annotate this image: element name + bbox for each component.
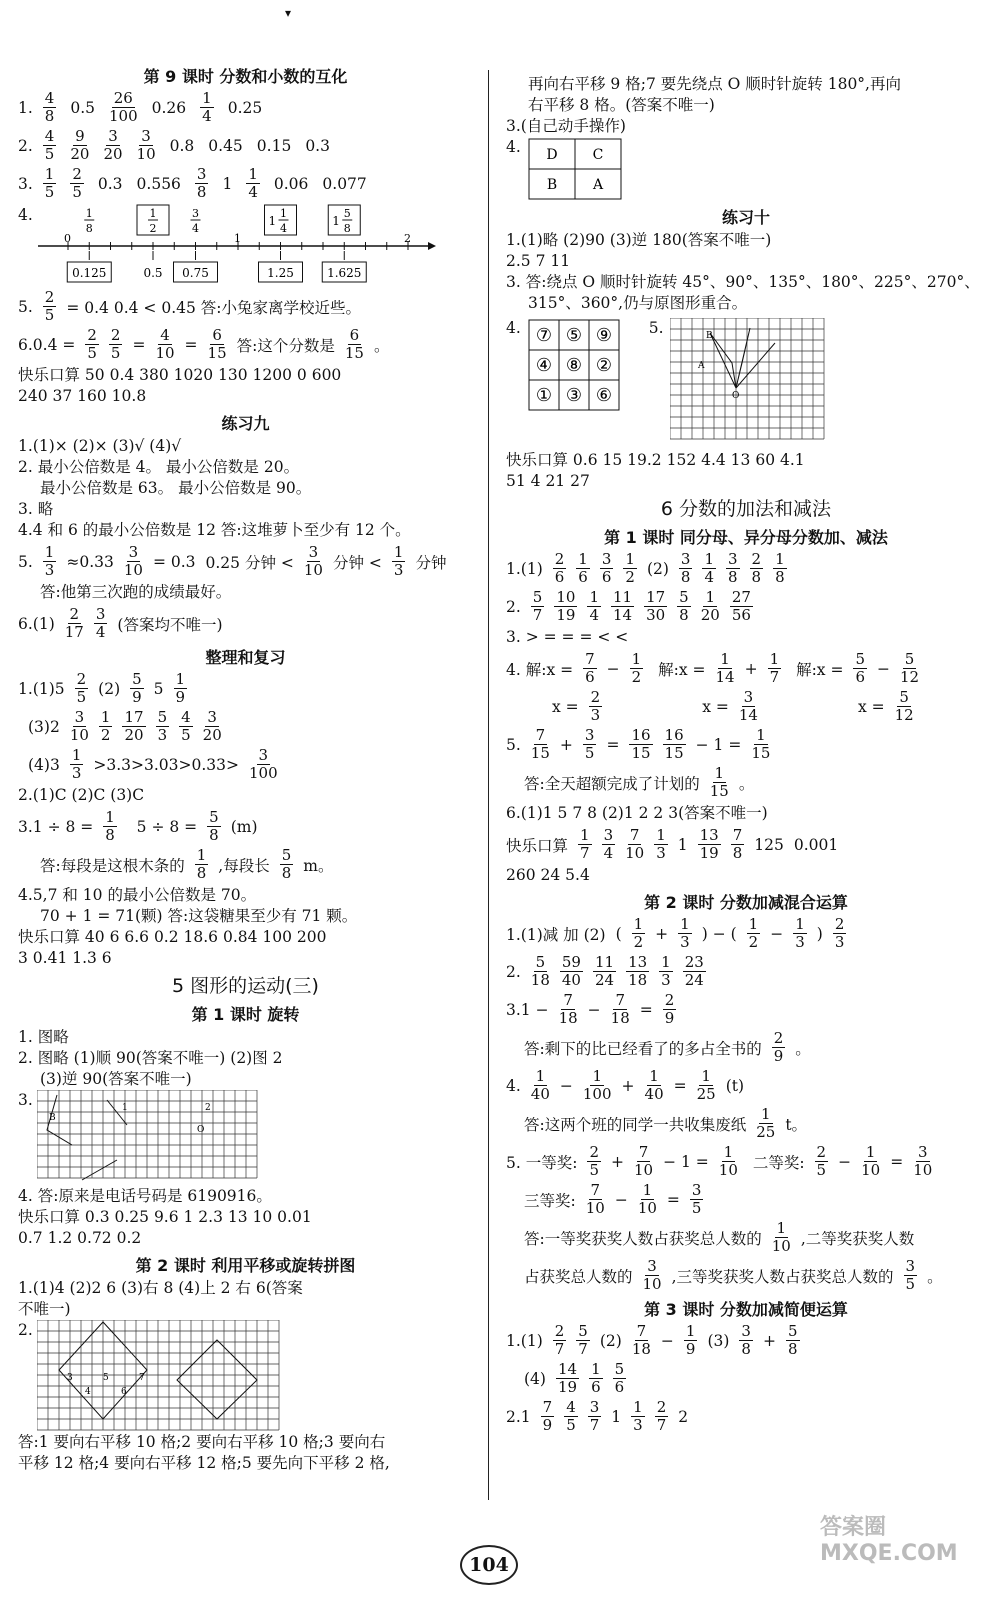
svg-text:4: 4 <box>280 222 287 235</box>
heading-c5-2: 第 2 课时 利用平移或旋转拼图 <box>135 1256 356 1275</box>
svg-text:A: A <box>697 361 705 371</box>
ex10-2: 2.5 7 11 <box>506 252 571 270</box>
svg-text:③: ③ <box>565 385 582 406</box>
rv-3-ans: 答:每段是这根木条的 $\frac{1}{8}$ ,每段长 $\frac{5}{8}$ m。 <box>40 846 334 882</box>
svg-text:3: 3 <box>192 207 199 220</box>
svg-text:B: B <box>705 331 713 341</box>
heading-review: 整理和复习 <box>205 648 286 667</box>
svg-text:7: 7 <box>138 1373 145 1383</box>
ex9-2b: 最小公倍数是 63。 最小公倍数是 90。 <box>40 479 312 497</box>
c61-3: 3. > = = = < < <box>506 628 629 646</box>
svg-text:1: 1 <box>332 214 340 228</box>
number-line-figure: 4. 0 1 2 1 8 1 2 3 4 1 1 4 1 5 8 0.125 0.5 0.75 1.25 1.625 <box>18 204 473 286</box>
c62-3: 3.1 − $\frac{7}{18}$ − $\frac{7}{18}$ = $\frac{2}{9}$ <box>506 991 675 1027</box>
ex9-4: 4.4 和 6 的最小公倍数是 12 答:这堆萝卜至少有 12 个。 <box>18 521 411 539</box>
top-fraction-label <box>265 205 297 235</box>
r-3: 3.(自己动手操作) <box>506 117 626 135</box>
svg-text:B: B <box>546 177 557 193</box>
rv-2: 2.(1)C (2)C (3)C <box>18 786 145 804</box>
svg-text:8: 8 <box>85 222 93 235</box>
c61-6: 6.(1)1 5 7 8 (2)1 2 2 3(答案不唯一) <box>506 804 768 822</box>
c5-3-figure: 3. B 1 O 2 <box>18 1090 473 1186</box>
svg-text:⑥: ⑥ <box>595 385 612 406</box>
watermark-logo: 答案圈 MXQE.COM <box>820 1515 958 1566</box>
c61-4a: 4. 解:x = $\frac{7}{6}$ − $\frac{1}{2}$ 解:x = $\frac{1}{14}$ + $\frac{1}{7}$ 解:x = $\frac{5}{6}$ − $\frac{5}{12}$ <box>506 650 920 686</box>
svg-text:2: 2 <box>149 222 157 235</box>
kuaile-3a: 快乐口算 0.3 0.25 9.6 1 2.3 13 10 0.01 <box>18 1208 312 1226</box>
kuaile-2a: 快乐口算 40 6 6.6 0.2 18.6 0.84 100 200 <box>18 928 327 946</box>
r-top-b: 右平移 8 格。(答案不唯一) <box>528 96 715 114</box>
tick-label: 2 <box>404 232 411 245</box>
kuaile-5b: 260 24 5.4 <box>506 866 590 884</box>
top-fraction-label <box>84 207 94 235</box>
c62-5-ans-1: 答:一等奖获奖人数占获奖总人数的 $\frac{1}{10}$ ,二等奖获奖人数 <box>524 1219 915 1255</box>
bottom-decimal-label <box>143 251 162 280</box>
svg-text:⑤: ⑤ <box>565 325 582 346</box>
svg-text:3: 3 <box>66 1373 73 1383</box>
dcba-grid <box>527 137 627 201</box>
svg-text:2: 2 <box>204 1103 211 1113</box>
ex10-1: 1.(1)略 (2)90 (3)逆 180(答案不唯一) <box>506 231 772 249</box>
rv-1-4: (4)3 $\frac{1}{3}$ >3.3>3.03>0.33> $\frac{3}{100}$ <box>28 746 278 782</box>
svg-text:D: D <box>546 147 558 163</box>
l9-q5: 5. $\frac{2}{5}$ = 0.4 0.4 < 0.45 答:小兔家离学校近些。 <box>18 288 361 324</box>
c62-3-ans: 答:剩下的比已经看了的多占全书的 $\frac{2}{9}$ 。 <box>524 1029 811 1065</box>
c52-ans-b: 平移 12 格;4 要向右平移 12 格;5 要先向下平移 2 格, <box>18 1454 390 1472</box>
bottom-decimal-label <box>322 251 366 282</box>
svg-text:4: 4 <box>192 222 199 235</box>
svg-text:0.75: 0.75 <box>182 266 209 280</box>
c63-2: 2.1 $\frac{7}{9}$ $\frac{4}{5}$ $\frac{3}{7}$ 1 $\frac{1}{3}$ $\frac{2}{7}$ 2 <box>506 1398 689 1434</box>
heading-lesson9: 第 9 课时 分数和小数的互化 <box>143 67 348 86</box>
page-number: 104 <box>460 1545 518 1585</box>
c61-4b: x = $\frac{2}{3}$ x = $\frac{3}{14}$ x = $\frac{5}{12}$ <box>552 688 914 724</box>
c63-1: 1.(1) $\frac{2}{7}$ $\frac{5}{7}$ (2) $\frac{7}{18}$ − $\frac{1}{9}$ (3) $\frac{3}{8}$ + $\frac{5}{8}$ <box>506 1322 798 1358</box>
rotation-figure-grid <box>670 318 830 446</box>
svg-text:⑦: ⑦ <box>535 325 552 346</box>
l9-q2: 2. $\frac{4}{5}$ $\frac{9}{20}$ $\frac{3}{20}$ $\frac{3}{10}$ 0.8 0.45 0.15 0.3 <box>18 127 330 163</box>
bottom-decimal-label <box>67 251 111 282</box>
right-column <box>506 60 986 1437</box>
kuaile-4a: 快乐口算 0.6 15 19.2 152 4.4 13 60 4.1 <box>506 451 805 469</box>
c5-2b: (3)逆 90(答案不唯一) <box>40 1070 192 1088</box>
svg-text:4: 4 <box>84 1387 91 1397</box>
c62-4: 4. $\frac{1}{40}$ − $\frac{1}{100}$ + $\frac{1}{40}$ = $\frac{1}{25}$ (t) <box>506 1067 745 1103</box>
kuaile-4b: 51 4 21 27 <box>506 472 590 490</box>
svg-text:1: 1 <box>280 207 287 220</box>
puzzle-grid <box>37 1320 287 1432</box>
svg-text:1: 1 <box>268 214 277 228</box>
top-fraction-label <box>191 207 201 235</box>
rv-3: 3.1 ÷ 8 = $\frac{1}{8}$ 5 ÷ 8 = $\frac{5}{8}$ (m) <box>18 808 258 844</box>
svg-text:1.25: 1.25 <box>267 266 294 280</box>
c62-5-ans-2: 占获奖总人数的 $\frac{3}{10}$ ,三等奖获奖人数占获奖总人数的 $\frac{3}{5}$ 。 <box>524 1257 943 1293</box>
number-line-svg <box>28 204 438 286</box>
c52-2-figure: 2. 3 4 5 6 7 <box>18 1320 473 1432</box>
r-top-a: 再向右平移 9 格;7 要先绕点 O 顺时针旋转 180°,再向 <box>528 75 901 93</box>
c62-2: 2. $\frac{5}{18}$ $\frac{59}{40}$ $\frac{11}{24}$ $\frac{13}{18}$ $\frac{1}{3}$ $\frac{23}{24}$ <box>506 953 704 989</box>
chapter5-title: 5 图形的运动(三) <box>172 975 319 997</box>
ex10-3b: 315°、360°,仍与原图形重合。 <box>528 294 748 312</box>
svg-text:5: 5 <box>343 207 351 220</box>
c52-1a: 1.(1)4 (2)2 6 (3)右 8 (4)上 2 右 6(答案 <box>18 1279 303 1297</box>
c62-5a: 5. 一等奖: $\frac{2}{5}$ + $\frac{7}{10}$ − 1 = $\frac{1}{10}$ 二等奖: $\frac{2}{5}$ − $\frac{1}{10}$ = $\frac{3}{10}$ <box>506 1143 933 1179</box>
ex9-5: 5. $\frac{1}{3}$ ≈0.33 $\frac{3}{10}$ = 0.3 0.25 分钟 < $\frac{3}{10}$ 分钟 < $\frac{1}{3}$ 分钟 <box>18 543 447 579</box>
ex9-5-ans: 答:他第三次跑的成绩最好。 <box>40 583 232 601</box>
rv-4b: 70 + 1 = 71(颗) 答:这袋糖果至少有 71 颗。 <box>40 907 358 925</box>
svg-text:④: ④ <box>535 355 552 376</box>
top-fraction-label <box>137 205 169 235</box>
kuaile-3b: 0.7 1.2 0.72 0.2 <box>18 1229 142 1247</box>
circled-number-grid <box>527 318 623 414</box>
svg-text:B: B <box>48 1113 56 1123</box>
ex10-3a: 3. 答:绕点 O 顺时针旋转 45°、90°、135°、180°、225°、270°、 <box>506 273 980 291</box>
c62-1: 1.(1)减 加 (2) ( $\frac{1}{2}$ + $\frac{1}{3}$ ) − ( $\frac{1}{2}$ − $\frac{1}{3}$ ) $\frac{2}{3}$ <box>506 915 845 951</box>
heading-c6-3: 第 3 课时 分数加减简便运算 <box>644 1300 848 1319</box>
rv-4a: 4.5,7 和 10 的最小公倍数是 70。 <box>18 886 257 904</box>
rv-1-3: (3)2 $\frac{3}{10}$ $\frac{1}{2}$ $\frac{17}{20}$ $\frac{5}{3}$ $\frac{4}{5}$ $\frac{3}{20}$ <box>28 708 222 744</box>
column-divider <box>488 70 489 1500</box>
kuaile-1a: 快乐口算 50 0.4 380 1020 130 1200 0 600 <box>18 366 342 384</box>
bottom-decimal-label <box>259 251 303 282</box>
svg-text:5: 5 <box>102 1373 109 1383</box>
rv-1-1: 1.(1)5 $\frac{2}{5}$ (2) $\frac{5}{9}$ 5 $\frac{1}{9}$ <box>18 670 186 706</box>
svg-text:⑧: ⑧ <box>565 355 582 376</box>
heading-ex10: 练习十 <box>721 208 770 227</box>
svg-text:1.625: 1.625 <box>327 266 362 280</box>
ex10-4-5-figures: 4. ⑦ ⑤ ⑨ ④ ⑧ ② ① ③ ⑥ 5. B A O <box>506 318 986 446</box>
heading-c5-1: 第 1 课时 旋转 <box>191 1005 300 1024</box>
c61-1: 1.(1) $\frac{2}{6}$ $\frac{1}{6}$ $\frac{3}{6}$ $\frac{1}{2}$ (2) $\frac{3}{8}$ $\frac{1}{4}$ $\frac{3}{8}$ $\frac{2}{8}$ $\frac{1}{8}$ <box>506 550 785 586</box>
l9-q3: 3. $\frac{1}{5}$ $\frac{2}{5}$ 0.3 0.556 $\frac{3}{8}$ 1 $\frac{1}{4}$ 0.06 0.077 <box>18 165 367 201</box>
c5-1: 1. 图略 <box>18 1028 69 1046</box>
tick-label: 1 <box>234 232 241 245</box>
svg-text:①: ① <box>535 385 552 406</box>
svg-text:1: 1 <box>85 207 93 220</box>
svg-text:0.125: 0.125 <box>72 266 107 280</box>
heading-c6-1: 第 1 课时 同分母、异分母分数加、减法 <box>604 528 888 547</box>
c61-2: 2. $\frac{5}{7}$ $\frac{10}{19}$ $\frac{1}{4}$ $\frac{11}{14}$ $\frac{17}{30}$ $\frac{5}{8}$ $\frac{1}{20}$ $\frac{27}{56}$ <box>506 588 751 624</box>
ex9-1: 1.(1)× (2)× (3)√ (4)√ <box>18 437 182 455</box>
svg-text:O: O <box>731 391 739 401</box>
bottom-decimal-label <box>174 251 218 282</box>
svg-text:0.5: 0.5 <box>143 266 163 280</box>
svg-text:A: A <box>592 177 603 193</box>
svg-text:O: O <box>196 1125 205 1135</box>
kuaile-2b: 3 0.41 1.3 6 <box>18 949 112 967</box>
tick-label: 0 <box>64 232 71 245</box>
c5-4: 4. 答:原来是电话号码是 6190916。 <box>18 1187 272 1205</box>
svg-text:C: C <box>592 147 604 163</box>
svg-text:②: ② <box>595 355 612 376</box>
c62-4-ans: 答:这两个班的同学一共收集废纸 $\frac{1}{25}$ t。 <box>524 1105 808 1141</box>
c61-5-ans: 答:全天超额完成了计划的 $\frac{1}{15}$ 。 <box>524 764 755 800</box>
rotation-grid <box>37 1090 277 1186</box>
top-mark: ▾ <box>285 6 292 20</box>
c62-5b: 三等奖: $\frac{7}{10}$ − $\frac{1}{10}$ = $\frac{3}{5}$ <box>524 1181 702 1217</box>
c63-1-4: (4) $\frac{14}{19}$ $\frac{1}{6}$ $\frac{5}{6}$ <box>524 1360 625 1396</box>
svg-text:1: 1 <box>149 207 157 220</box>
r-4-figure: 4. D C B A <box>506 137 986 201</box>
svg-text:8: 8 <box>343 222 351 235</box>
c61-5: 5. $\frac{7}{15}$ + $\frac{3}{5}$ = $\frac{16}{15}$ $\frac{16}{15}$ − 1 = $\frac{1}{15}$ <box>506 726 771 762</box>
left-column <box>18 60 473 1474</box>
l9-q1: 1. $\frac{4}{8}$ 0.5 $\frac{26}{100}$ 0.26 $\frac{1}{4}$ 0.25 <box>18 89 263 125</box>
c52-ans-a: 答:1 要向右平移 10 格;2 要向右平移 10 格;3 要向右 <box>18 1433 386 1451</box>
heading-c6-2: 第 2 课时 分数加减混合运算 <box>644 893 848 912</box>
chapter6-title: 6 分数的加法和减法 <box>660 498 832 520</box>
ex9-6: 6.(1) $\frac{2}{17}$ $\frac{3}{4}$ (答案均不唯一) <box>18 605 223 641</box>
heading-ex9: 练习九 <box>221 414 270 433</box>
c5-2a: 2. 图略 (1)顺 90(答案不唯一) (2)图 2 <box>18 1049 283 1067</box>
top-fraction-label <box>328 205 360 235</box>
kuaile-5a: 快乐口算 $\frac{1}{7}$ $\frac{3}{4}$ $\frac{7}{10}$ $\frac{1}{3}$ 1 $\frac{13}{19}$ $\frac{7}{8}$ 125 0.001 <box>506 826 839 862</box>
ex9-2a: 2. 最小公倍数是 4。 最小公倍数是 20。 <box>18 458 300 476</box>
svg-text:⑨: ⑨ <box>595 325 612 346</box>
ex9-3: 3. 略 <box>18 500 54 518</box>
svg-text:6: 6 <box>120 1387 127 1397</box>
svg-text:1: 1 <box>121 1103 128 1113</box>
c52-1b: 不唯一) <box>18 1300 71 1318</box>
kuaile-1b: 240 37 160 10.8 <box>18 387 147 405</box>
l9-q6: 6.0.4 = $\frac{2}{5}$ $\frac{2}{5}$ = $\frac{4}{10}$ = $\frac{6}{15}$ 答:这个分数是 $\frac{6}{15}$ 。 <box>18 326 390 362</box>
